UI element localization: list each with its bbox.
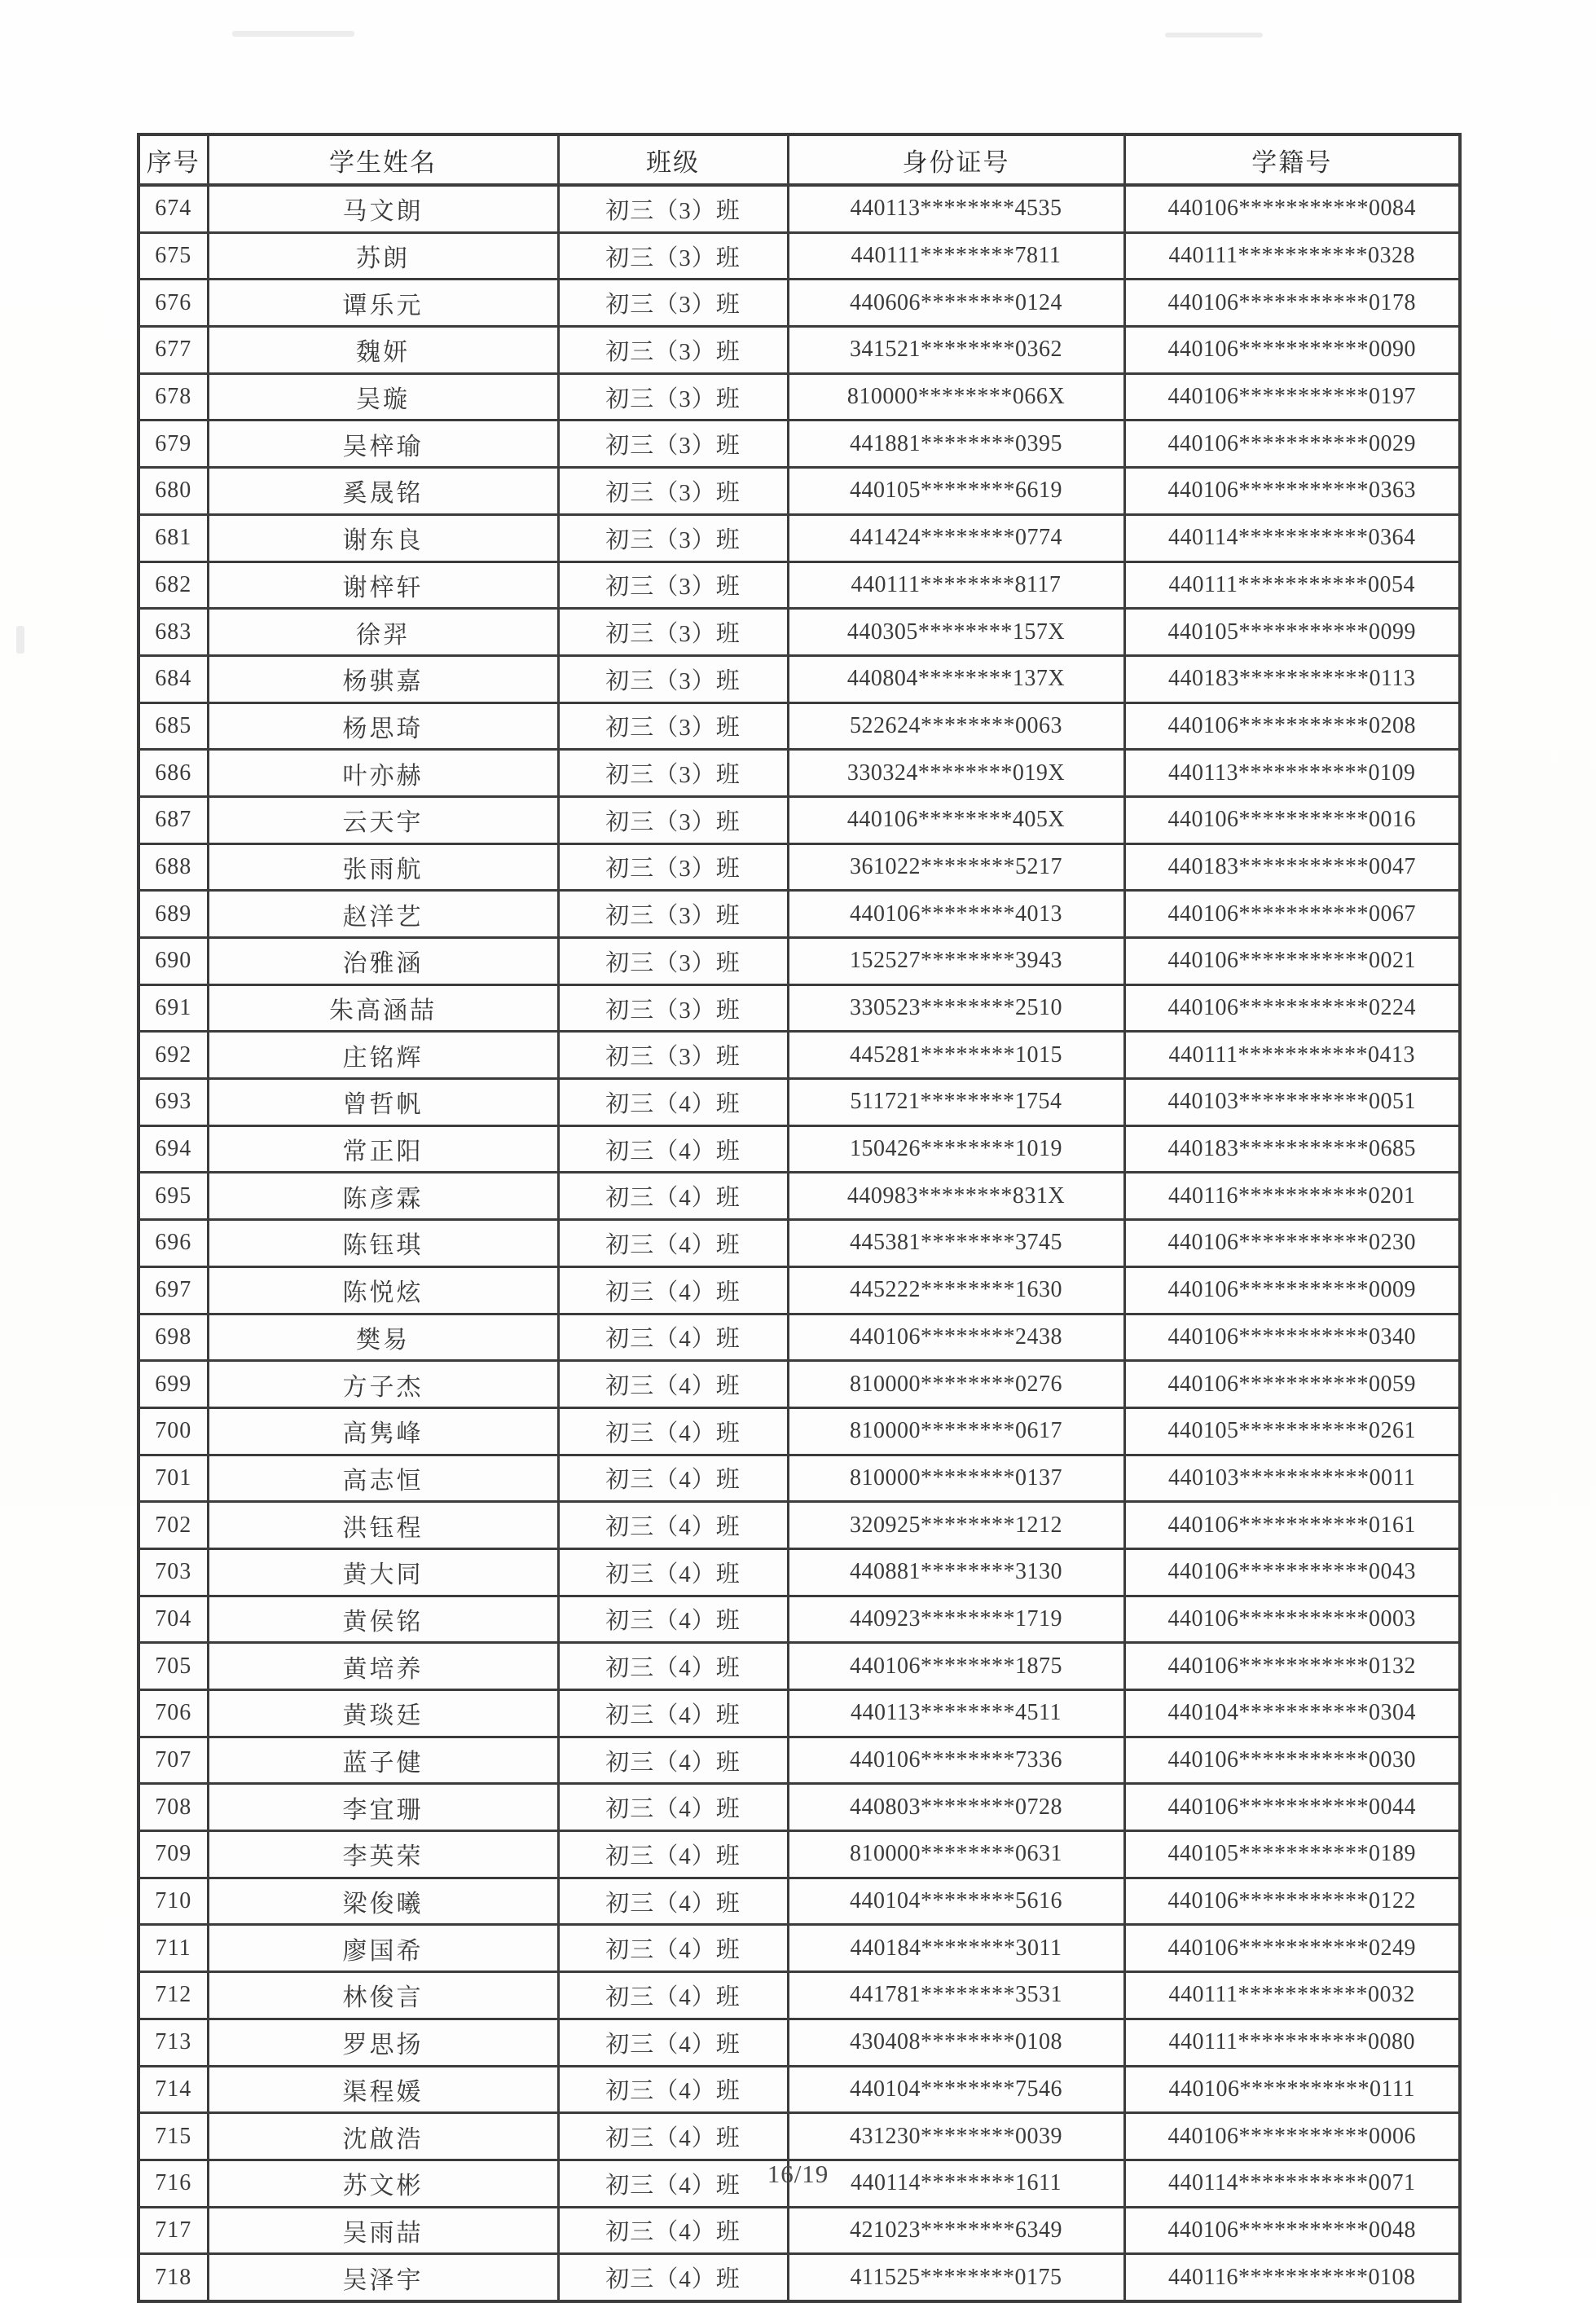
id-number-cell: 440606********0124 bbox=[788, 280, 1124, 327]
id-number-cell: 445381********3745 bbox=[788, 1220, 1124, 1267]
table-row bbox=[138, 1361, 1460, 1408]
student-name-cell: 苏文彬 bbox=[208, 2160, 558, 2207]
table-row bbox=[138, 1079, 1460, 1126]
class-cell: 初三（4）班 bbox=[558, 1266, 788, 1314]
id-number-cell: 441781********3531 bbox=[788, 1972, 1124, 2019]
serial-cell: 691 bbox=[138, 984, 208, 1032]
registration-number-cell: 440103***********0011 bbox=[1124, 1455, 1460, 1502]
class-cell: 初三（4）班 bbox=[558, 1502, 788, 1549]
id-number-cell: 440923********1719 bbox=[788, 1596, 1124, 1643]
registration-number-cell: 440106***********0122 bbox=[1124, 1878, 1460, 1925]
id-number-cell: 440106********405X bbox=[788, 796, 1124, 843]
serial-cell: 711 bbox=[138, 1925, 208, 1972]
table-row bbox=[138, 1878, 1460, 1925]
registration-number-cell: 440111***********0413 bbox=[1124, 1032, 1460, 1079]
class-cell: 初三（3）班 bbox=[558, 1032, 788, 1079]
registration-number-cell: 440183***********0113 bbox=[1124, 655, 1460, 702]
table-row bbox=[138, 421, 1460, 468]
serial-cell: 705 bbox=[138, 1643, 208, 1690]
registration-number-cell: 440105***********0261 bbox=[1124, 1407, 1460, 1455]
registration-number-cell: 440106***********0161 bbox=[1124, 1502, 1460, 1549]
class-cell: 初三（4）班 bbox=[558, 1407, 788, 1455]
student-name-cell: 苏朗 bbox=[208, 232, 558, 280]
class-cell: 初三（4）班 bbox=[558, 2066, 788, 2113]
id-number-cell: 361022********5217 bbox=[788, 843, 1124, 891]
scan-artifact bbox=[1165, 33, 1263, 37]
registration-number-cell: 440106***********0029 bbox=[1124, 421, 1460, 468]
student-name-cell: 黄大同 bbox=[208, 1548, 558, 1596]
id-number-cell: 440305********157X bbox=[788, 609, 1124, 656]
student-name-cell: 林俊言 bbox=[208, 1972, 558, 2019]
student-name-cell: 谢梓轩 bbox=[208, 561, 558, 609]
student-name-cell: 樊易 bbox=[208, 1314, 558, 1361]
class-cell: 初三（3）班 bbox=[558, 609, 788, 656]
class-cell: 初三（3）班 bbox=[558, 655, 788, 702]
class-cell: 初三（3）班 bbox=[558, 891, 788, 938]
student-name-cell: 魏妍 bbox=[208, 327, 558, 374]
id-number-cell: 440106********4013 bbox=[788, 891, 1124, 938]
serial-cell: 679 bbox=[138, 421, 208, 468]
id-number-cell: 810000********0617 bbox=[788, 1407, 1124, 1455]
id-number-cell: 440104********7546 bbox=[788, 2066, 1124, 2113]
class-cell: 初三（4）班 bbox=[558, 2207, 788, 2254]
serial-cell: 686 bbox=[138, 750, 208, 797]
table-row bbox=[138, 327, 1460, 374]
class-cell: 初三（4）班 bbox=[558, 1690, 788, 1737]
class-cell: 初三（3）班 bbox=[558, 373, 788, 421]
id-number-cell: 441881********0395 bbox=[788, 421, 1124, 468]
student-name-cell: 谢东良 bbox=[208, 514, 558, 561]
serial-cell: 692 bbox=[138, 1032, 208, 1079]
registration-number-cell: 440106***********0084 bbox=[1124, 185, 1460, 232]
table-row bbox=[138, 1925, 1460, 1972]
student-name-cell: 陈钰琪 bbox=[208, 1220, 558, 1267]
class-cell: 初三（4）班 bbox=[558, 1972, 788, 2019]
table-row bbox=[138, 796, 1460, 843]
serial-cell: 688 bbox=[138, 843, 208, 891]
table-row bbox=[138, 1548, 1460, 1596]
registration-number-cell: 440106***********0043 bbox=[1124, 1548, 1460, 1596]
registration-number-cell: 440113***********0109 bbox=[1124, 750, 1460, 797]
student-name-cell: 蓝子健 bbox=[208, 1737, 558, 1784]
table-row bbox=[138, 1314, 1460, 1361]
table-row bbox=[138, 2019, 1460, 2066]
table-row bbox=[138, 2207, 1460, 2254]
table-row bbox=[138, 702, 1460, 750]
serial-cell: 698 bbox=[138, 1314, 208, 1361]
id-number-cell: 150426********1019 bbox=[788, 1125, 1124, 1173]
serial-cell: 717 bbox=[138, 2207, 208, 2254]
id-number-cell: 440803********0728 bbox=[788, 1784, 1124, 1831]
id-number-cell: 810000********066X bbox=[788, 373, 1124, 421]
class-cell: 初三（4）班 bbox=[558, 1925, 788, 1972]
student-name-cell: 黄琰廷 bbox=[208, 1690, 558, 1737]
table-row bbox=[138, 1407, 1460, 1455]
serial-cell: 689 bbox=[138, 891, 208, 938]
student-name-cell: 黄培养 bbox=[208, 1643, 558, 1690]
student-name-cell: 马文朗 bbox=[208, 185, 558, 232]
registration-number-cell: 440106***********0111 bbox=[1124, 2066, 1460, 2113]
class-cell: 初三（4）班 bbox=[558, 1643, 788, 1690]
id-number-cell: 431230********0039 bbox=[788, 2113, 1124, 2160]
table-row bbox=[138, 984, 1460, 1032]
serial-cell: 690 bbox=[138, 938, 208, 985]
table-row bbox=[138, 1972, 1460, 2019]
scan-artifact bbox=[16, 626, 24, 654]
serial-cell: 699 bbox=[138, 1361, 208, 1408]
registration-number-cell: 440106***********0016 bbox=[1124, 796, 1460, 843]
registration-number-cell: 440183***********0047 bbox=[1124, 843, 1460, 891]
table-row bbox=[138, 280, 1460, 327]
student-name-cell: 廖国希 bbox=[208, 1925, 558, 1972]
student-name-cell: 罗思扬 bbox=[208, 2019, 558, 2066]
registration-number-cell: 440106***********0197 bbox=[1124, 373, 1460, 421]
class-cell: 初三（4）班 bbox=[558, 1831, 788, 1878]
id-number-cell: 810000********0631 bbox=[788, 1831, 1124, 1878]
serial-cell: 693 bbox=[138, 1079, 208, 1126]
student-name-cell: 李宜珊 bbox=[208, 1784, 558, 1831]
student-name-cell: 赵洋艺 bbox=[208, 891, 558, 938]
class-cell: 初三（3）班 bbox=[558, 750, 788, 797]
table-row bbox=[138, 468, 1460, 515]
student-roster-table bbox=[137, 133, 1462, 2303]
id-number-cell: 511721********1754 bbox=[788, 1079, 1124, 1126]
id-number-cell: 440983********831X bbox=[788, 1173, 1124, 1220]
registration-number-cell: 440114***********0364 bbox=[1124, 514, 1460, 561]
student-name-cell: 渠程媛 bbox=[208, 2066, 558, 2113]
column-header-student-name: 学生姓名 bbox=[208, 134, 558, 185]
serial-cell: 681 bbox=[138, 514, 208, 561]
table-row bbox=[138, 2113, 1460, 2160]
table-row bbox=[138, 1502, 1460, 1549]
registration-number-cell: 440103***********0051 bbox=[1124, 1079, 1460, 1126]
class-cell: 初三（3）班 bbox=[558, 280, 788, 327]
id-number-cell: 441424********0774 bbox=[788, 514, 1124, 561]
registration-number-cell: 440106***********0178 bbox=[1124, 280, 1460, 327]
serial-cell: 702 bbox=[138, 1502, 208, 1549]
registration-number-cell: 440111***********0328 bbox=[1124, 232, 1460, 280]
id-number-cell: 440114********1611 bbox=[788, 2160, 1124, 2207]
id-number-cell: 341521********0362 bbox=[788, 327, 1124, 374]
table-row bbox=[138, 938, 1460, 985]
class-cell: 初三（4）班 bbox=[558, 2254, 788, 2301]
id-number-cell: 440881********3130 bbox=[788, 1548, 1124, 1596]
serial-cell: 715 bbox=[138, 2113, 208, 2160]
student-name-cell: 陈彦霖 bbox=[208, 1173, 558, 1220]
table-row bbox=[138, 185, 1460, 232]
serial-cell: 716 bbox=[138, 2160, 208, 2207]
table-row bbox=[138, 1455, 1460, 1502]
registration-number-cell: 440106***********0249 bbox=[1124, 1925, 1460, 1972]
serial-cell: 687 bbox=[138, 796, 208, 843]
id-number-cell: 440106********1875 bbox=[788, 1643, 1124, 1690]
class-cell: 初三（3）班 bbox=[558, 843, 788, 891]
column-header-class: 班级 bbox=[558, 134, 788, 185]
serial-cell: 708 bbox=[138, 1784, 208, 1831]
student-name-cell: 徐羿 bbox=[208, 609, 558, 656]
id-number-cell: 522624********0063 bbox=[788, 702, 1124, 750]
id-number-cell: 440105********6619 bbox=[788, 468, 1124, 515]
registration-number-cell: 440106***********0030 bbox=[1124, 1737, 1460, 1784]
class-cell: 初三（3）班 bbox=[558, 421, 788, 468]
registration-number-cell: 440106***********0048 bbox=[1124, 2207, 1460, 2254]
student-name-cell: 吴璇 bbox=[208, 373, 558, 421]
class-cell: 初三（4）班 bbox=[558, 1220, 788, 1267]
table-row bbox=[138, 609, 1460, 656]
id-number-cell: 411525********0175 bbox=[788, 2254, 1124, 2301]
class-cell: 初三（4）班 bbox=[558, 1361, 788, 1408]
serial-cell: 685 bbox=[138, 702, 208, 750]
table-header-row bbox=[138, 134, 1460, 185]
table-row bbox=[138, 891, 1460, 938]
class-cell: 初三（4）班 bbox=[558, 1878, 788, 1925]
id-number-cell: 440804********137X bbox=[788, 655, 1124, 702]
student-name-cell: 朱高涵喆 bbox=[208, 984, 558, 1032]
id-number-cell: 330523********2510 bbox=[788, 984, 1124, 1032]
id-number-cell: 320925********1212 bbox=[788, 1502, 1124, 1549]
page-number: 16/19 bbox=[767, 2160, 829, 2188]
class-cell: 初三（4）班 bbox=[558, 1737, 788, 1784]
id-number-cell: 440111********8117 bbox=[788, 561, 1124, 609]
serial-cell: 712 bbox=[138, 1972, 208, 2019]
id-number-cell: 440106********7336 bbox=[788, 1737, 1124, 1784]
serial-cell: 697 bbox=[138, 1266, 208, 1314]
id-number-cell: 440106********2438 bbox=[788, 1314, 1124, 1361]
serial-cell: 713 bbox=[138, 2019, 208, 2066]
registration-number-cell: 440106***********0132 bbox=[1124, 1643, 1460, 1690]
student-name-cell: 张雨航 bbox=[208, 843, 558, 891]
column-header-serial: 序号 bbox=[138, 134, 208, 185]
class-cell: 初三（4）班 bbox=[558, 1125, 788, 1173]
id-number-cell: 440113********4511 bbox=[788, 1690, 1124, 1737]
serial-cell: 707 bbox=[138, 1737, 208, 1784]
id-number-cell: 440113********4535 bbox=[788, 185, 1124, 232]
student-name-cell: 梁俊曦 bbox=[208, 1878, 558, 1925]
registration-number-cell: 440116***********0201 bbox=[1124, 1173, 1460, 1220]
registration-number-cell: 440106***********0090 bbox=[1124, 327, 1460, 374]
id-number-cell: 810000********0137 bbox=[788, 1455, 1124, 1502]
table-row bbox=[138, 1690, 1460, 1737]
table-row bbox=[138, 1220, 1460, 1267]
serial-cell: 696 bbox=[138, 1220, 208, 1267]
registration-number-cell: 440106***********0230 bbox=[1124, 1220, 1460, 1267]
table-row bbox=[138, 561, 1460, 609]
student-name-cell: 叶亦赫 bbox=[208, 750, 558, 797]
serial-cell: 703 bbox=[138, 1548, 208, 1596]
student-name-cell: 谭乐元 bbox=[208, 280, 558, 327]
serial-cell: 677 bbox=[138, 327, 208, 374]
serial-cell: 684 bbox=[138, 655, 208, 702]
table-row bbox=[138, 514, 1460, 561]
registration-number-cell: 440106***********0208 bbox=[1124, 702, 1460, 750]
registration-number-cell: 440106***********0006 bbox=[1124, 2113, 1460, 2160]
serial-cell: 700 bbox=[138, 1407, 208, 1455]
table-row bbox=[138, 1643, 1460, 1690]
serial-cell: 710 bbox=[138, 1878, 208, 1925]
table-row bbox=[138, 1266, 1460, 1314]
registration-number-cell: 440106***********0044 bbox=[1124, 1784, 1460, 1831]
registration-number-cell: 440183***********0685 bbox=[1124, 1125, 1460, 1173]
registration-number-cell: 440105***********0099 bbox=[1124, 609, 1460, 656]
serial-cell: 695 bbox=[138, 1173, 208, 1220]
student-name-cell: 沈啟浩 bbox=[208, 2113, 558, 2160]
registration-number-cell: 440111***********0054 bbox=[1124, 561, 1460, 609]
serial-cell: 682 bbox=[138, 561, 208, 609]
column-header-registration-number: 学籍号 bbox=[1124, 134, 1460, 185]
id-number-cell: 430408********0108 bbox=[788, 2019, 1124, 2066]
id-number-cell: 810000********0276 bbox=[788, 1361, 1124, 1408]
table-row bbox=[138, 1173, 1460, 1220]
id-number-cell: 440111********7811 bbox=[788, 232, 1124, 280]
registration-number-cell: 440106***********0224 bbox=[1124, 984, 1460, 1032]
table-row bbox=[138, 1784, 1460, 1831]
registration-number-cell: 440116***********0108 bbox=[1124, 2254, 1460, 2301]
class-cell: 初三（3）班 bbox=[558, 984, 788, 1032]
class-cell: 初三（3）班 bbox=[558, 514, 788, 561]
student-name-cell: 奚晟铭 bbox=[208, 468, 558, 515]
student-name-cell: 庄铭辉 bbox=[208, 1032, 558, 1079]
registration-number-cell: 440111***********0080 bbox=[1124, 2019, 1460, 2066]
serial-cell: 674 bbox=[138, 185, 208, 232]
registration-number-cell: 440106***********0021 bbox=[1124, 938, 1460, 985]
student-name-cell: 吴梓瑜 bbox=[208, 421, 558, 468]
class-cell: 初三（3）班 bbox=[558, 561, 788, 609]
class-cell: 初三（4）班 bbox=[558, 1173, 788, 1220]
registration-number-cell: 440106***********0363 bbox=[1124, 468, 1460, 515]
serial-cell: 709 bbox=[138, 1831, 208, 1878]
class-cell: 初三（4）班 bbox=[558, 2019, 788, 2066]
serial-cell: 718 bbox=[138, 2254, 208, 2301]
registration-number-cell: 440105***********0189 bbox=[1124, 1831, 1460, 1878]
student-name-cell: 洪钰程 bbox=[208, 1502, 558, 1549]
student-name-cell: 吴泽宇 bbox=[208, 2254, 558, 2301]
registration-number-cell: 440106***********0059 bbox=[1124, 1361, 1460, 1408]
table-row bbox=[138, 1737, 1460, 1784]
student-name-cell: 吴雨喆 bbox=[208, 2207, 558, 2254]
table-row bbox=[138, 373, 1460, 421]
registration-number-cell: 440111***********0032 bbox=[1124, 1972, 1460, 2019]
serial-cell: 675 bbox=[138, 232, 208, 280]
student-name-cell: 方子杰 bbox=[208, 1361, 558, 1408]
class-cell: 初三（4）班 bbox=[558, 1314, 788, 1361]
id-number-cell: 152527********3943 bbox=[788, 938, 1124, 985]
registration-number-cell: 440106***********0009 bbox=[1124, 1266, 1460, 1314]
class-cell: 初三（3）班 bbox=[558, 327, 788, 374]
column-header-id-number: 身份证号 bbox=[788, 134, 1124, 185]
serial-cell: 706 bbox=[138, 1690, 208, 1737]
registration-number-cell: 440114***********0071 bbox=[1124, 2160, 1460, 2207]
table-row bbox=[138, 2254, 1460, 2301]
registration-number-cell: 440104***********0304 bbox=[1124, 1690, 1460, 1737]
table-row bbox=[138, 1032, 1460, 1079]
student-name-cell: 陈悦炫 bbox=[208, 1266, 558, 1314]
class-cell: 初三（3）班 bbox=[558, 468, 788, 515]
class-cell: 初三（3）班 bbox=[558, 702, 788, 750]
serial-cell: 683 bbox=[138, 609, 208, 656]
class-cell: 初三（4）班 bbox=[558, 1784, 788, 1831]
student-name-cell: 常正阳 bbox=[208, 1125, 558, 1173]
student-name-cell: 杨骐嘉 bbox=[208, 655, 558, 702]
scan-artifact bbox=[232, 31, 354, 37]
serial-cell: 714 bbox=[138, 2066, 208, 2113]
serial-cell: 680 bbox=[138, 468, 208, 515]
class-cell: 初三（4）班 bbox=[558, 2113, 788, 2160]
class-cell: 初三（4）班 bbox=[558, 2160, 788, 2207]
table-row bbox=[138, 2066, 1460, 2113]
class-cell: 初三（4）班 bbox=[558, 1079, 788, 1126]
class-cell: 初三（3）班 bbox=[558, 938, 788, 985]
registration-number-cell: 440106***********0067 bbox=[1124, 891, 1460, 938]
student-name-cell: 杨思琦 bbox=[208, 702, 558, 750]
student-name-cell: 云天宇 bbox=[208, 796, 558, 843]
class-cell: 初三（3）班 bbox=[558, 185, 788, 232]
table-row bbox=[138, 655, 1460, 702]
id-number-cell: 440184********3011 bbox=[788, 1925, 1124, 1972]
student-name-cell: 治雅涵 bbox=[208, 938, 558, 985]
table-row bbox=[138, 750, 1460, 797]
student-name-cell: 高志恒 bbox=[208, 1455, 558, 1502]
serial-cell: 704 bbox=[138, 1596, 208, 1643]
class-cell: 初三（4）班 bbox=[558, 1455, 788, 1502]
table-row bbox=[138, 1831, 1460, 1878]
student-name-cell: 高隽峰 bbox=[208, 1407, 558, 1455]
table-row bbox=[138, 1596, 1460, 1643]
student-name-cell: 李英荣 bbox=[208, 1831, 558, 1878]
serial-cell: 678 bbox=[138, 373, 208, 421]
class-cell: 初三（3）班 bbox=[558, 796, 788, 843]
registration-number-cell: 440106***********0340 bbox=[1124, 1314, 1460, 1361]
student-name-cell: 黄侯铭 bbox=[208, 1596, 558, 1643]
student-name-cell: 曾哲帆 bbox=[208, 1079, 558, 1126]
class-cell: 初三（4）班 bbox=[558, 1548, 788, 1596]
serial-cell: 676 bbox=[138, 280, 208, 327]
id-number-cell: 421023********6349 bbox=[788, 2207, 1124, 2254]
id-number-cell: 445281********1015 bbox=[788, 1032, 1124, 1079]
id-number-cell: 330324********019X bbox=[788, 750, 1124, 797]
serial-cell: 694 bbox=[138, 1125, 208, 1173]
table-row bbox=[138, 232, 1460, 280]
class-cell: 初三（4）班 bbox=[558, 1596, 788, 1643]
student-table-body bbox=[138, 185, 1460, 2301]
class-cell: 初三（3）班 bbox=[558, 232, 788, 280]
table-row bbox=[138, 843, 1460, 891]
table-row bbox=[138, 1125, 1460, 1173]
serial-cell: 701 bbox=[138, 1455, 208, 1502]
id-number-cell: 440104********5616 bbox=[788, 1878, 1124, 1925]
id-number-cell: 445222********1630 bbox=[788, 1266, 1124, 1314]
registration-number-cell: 440106***********0003 bbox=[1124, 1596, 1460, 1643]
